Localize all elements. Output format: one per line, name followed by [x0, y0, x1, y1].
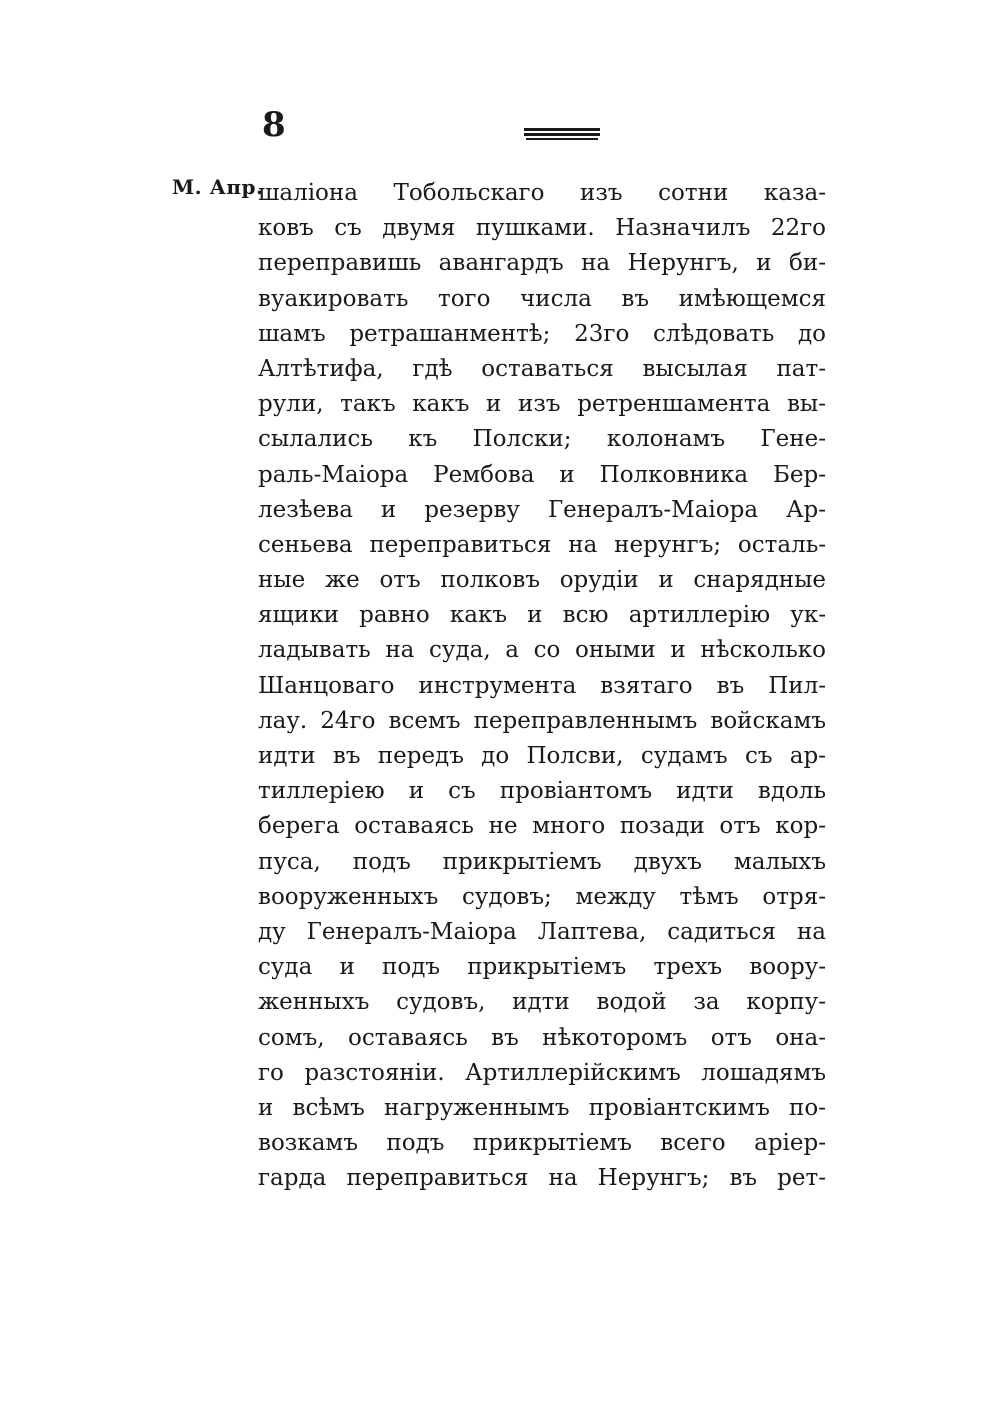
text-line: ду Генералъ-Маіора Лаптева, садиться на	[258, 918, 826, 945]
text-line: сылались къ Полски; колонамъ Гене-	[258, 426, 826, 453]
text-line: суда и подъ прикрытіемъ трехъ воору-	[258, 954, 826, 981]
text-line: рули, такъ какъ и изъ ретреншамента вы-	[258, 391, 826, 418]
text-line: тиллеріею и съ провіантомъ идти вдоль	[258, 778, 826, 805]
text-line: женныхъ судовъ, идти водой за корпу-	[258, 989, 826, 1016]
text-line: вооруженныхъ судовъ; между тѣмъ отря-	[258, 883, 826, 910]
text-line: гарда переправиться на Нерунгъ; въ рет-	[258, 1165, 826, 1192]
text-line: переправишь авангардъ на Нерунгъ, и би-	[258, 250, 826, 277]
text-line: Алтѣтифа, гдѣ оставаться высылая пат-	[258, 355, 826, 382]
text-line: раль-Маіора Рембова и Полковника Бер-	[258, 461, 826, 488]
text-line: шаліона Тобольскаго изъ сотни каза-	[258, 180, 826, 206]
text-line: ковъ съ двумя пушками. Назначилъ 22го	[258, 215, 826, 242]
body-text	[258, 176, 826, 1196]
text-line: го разстояніи. Артиллерійскимъ лошадямъ	[258, 1059, 826, 1086]
text-line: лезѣева и резерву Генералъ-Маіора Ар-	[258, 496, 826, 523]
text-line: Шанцоваго инструмента взятаго въ Пил-	[258, 672, 826, 699]
marginal-note: М. Апр.	[172, 175, 264, 199]
text-line: возкамъ подъ прикрытіемъ всего аріер-	[258, 1130, 826, 1157]
text-line: и всѣмъ нагруженнымъ провіантскимъ по-	[258, 1094, 826, 1121]
text-line: ящики равно какъ и всю артиллерію ук-	[258, 602, 826, 629]
text-line: пуса, подъ прикрытіемъ двухъ малыхъ	[258, 848, 826, 875]
text-line: ные же отъ полковъ орудіи и снарядные	[258, 567, 826, 594]
header-rule	[524, 128, 600, 142]
text-line: сомъ, оставаясь въ нѣкоторомъ отъ она-	[258, 1024, 826, 1051]
text-line: лау. 24го всемъ переправленнымъ войскамъ	[258, 707, 826, 734]
text-line: вуакировать того числа въ имѣющемся	[258, 285, 826, 312]
page-number: 8	[262, 105, 286, 145]
text-line: ладывать на суда, а со оными и нѣсколько	[258, 637, 826, 664]
text-line: шамъ ретрашанментѣ; 23го слѣдовать до	[258, 320, 826, 347]
text-line: сеньева переправиться на нерунгъ; осталь-	[258, 531, 826, 558]
text-line: берега оставаясь не много позади отъ кор-	[258, 813, 826, 840]
text-line: идти въ передъ до Полсви, судамъ съ ар-	[258, 743, 826, 769]
